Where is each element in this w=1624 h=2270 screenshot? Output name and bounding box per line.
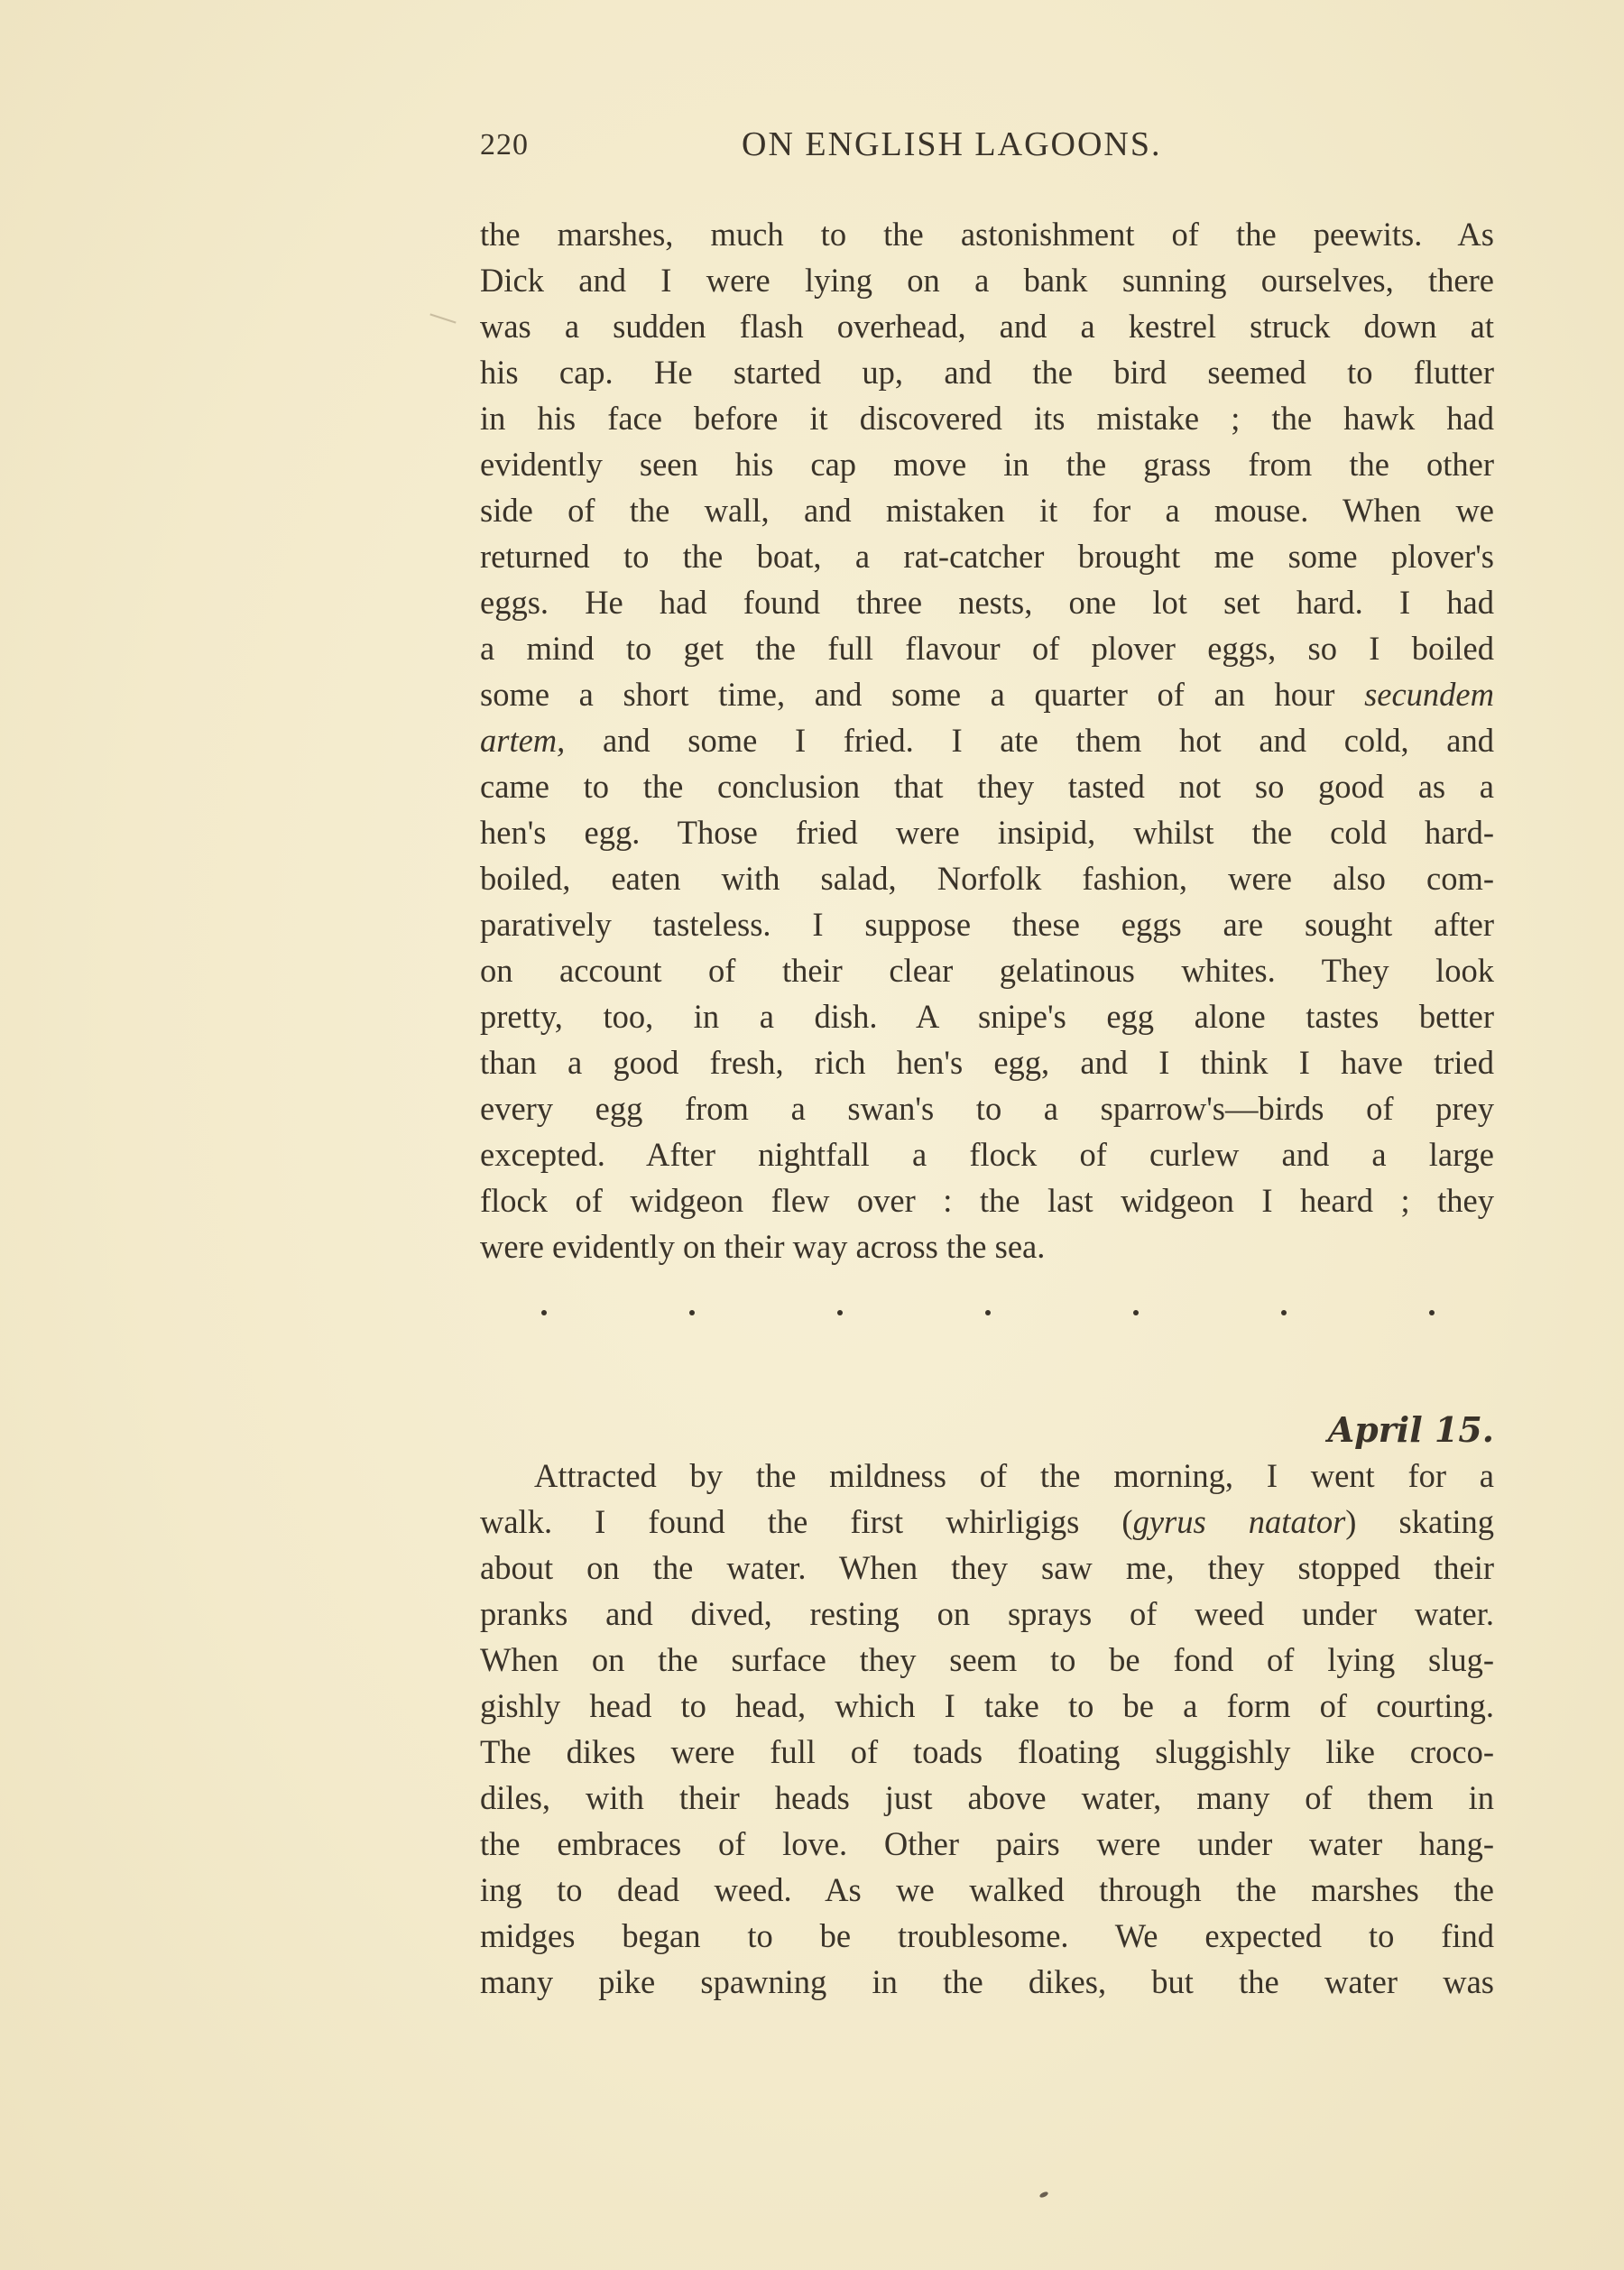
text-line: a mind to get the full flavour of plover eggs, so I boiled bbox=[480, 630, 1494, 667]
text-line: on account of their clear gelatinous whites. They look bbox=[480, 952, 1494, 989]
italic-word: secundem bbox=[1364, 676, 1494, 713]
ellipsis-dot bbox=[985, 1310, 991, 1315]
text-line: came to the conclusion that they tasted not so good as a bbox=[480, 768, 1494, 805]
text-line: were evidently on their way across the sea. bbox=[480, 1228, 1046, 1265]
text-line: his cap. He started up, and the bird seemed to flutter bbox=[480, 354, 1494, 391]
text-line: eggs. He had found three nests, one lot set hard. I had bbox=[480, 584, 1494, 621]
text-line: in his face before it discovered its mistake ; the hawk had bbox=[480, 400, 1494, 437]
text-line: midges began to be troublesome. We expected to find bbox=[480, 1917, 1494, 1954]
text-line: boiled, eaten with salad, Norfolk fashion, were also com- bbox=[480, 860, 1494, 897]
text-segment: walk. I found the first whirligigs ( bbox=[480, 1503, 1133, 1540]
ellipsis-dot bbox=[1429, 1310, 1435, 1315]
text-line: Attracted by the mildness of the morning, I went for a bbox=[534, 1457, 1494, 1494]
italic-species-name: gyrus natator bbox=[1132, 1503, 1346, 1540]
text-segment: and some I fried. I ate them hot and cold, and bbox=[602, 722, 1494, 759]
text-line: many pike spawning in the dikes, but the water was bbox=[480, 1963, 1494, 2000]
paragraph-1 bbox=[480, 211, 1494, 1269]
page-header bbox=[480, 125, 1494, 182]
text-line: ing to dead weed. As we walked through the marshes the bbox=[480, 1871, 1494, 1908]
ellipsis-dot bbox=[541, 1310, 547, 1315]
text-line: side of the wall, and mistaken it for a mouse. When we bbox=[480, 492, 1494, 529]
text-line: pretty, too, in a dish. A snipe's egg alone tastes better bbox=[480, 998, 1494, 1035]
text-line bbox=[480, 717, 1494, 763]
ink-speck bbox=[1038, 2191, 1048, 2199]
ellipsis-dot bbox=[1133, 1310, 1139, 1315]
paragraph-2 bbox=[480, 1453, 1494, 2005]
ellipsis-dot bbox=[689, 1310, 695, 1315]
text-line: the marshes, much to the astonishment of the peewits. As bbox=[480, 216, 1494, 253]
text-line: excepted. After nightfall a flock of curlew and a large bbox=[480, 1136, 1494, 1173]
text-line: than a good fresh, rich hen's egg, and I think I have tried bbox=[480, 1044, 1494, 1081]
running-head: ON ENGLISH LAGOONS. bbox=[742, 125, 1162, 163]
date-heading: April 15. bbox=[1327, 1409, 1494, 1450]
text-line: was a sudden flash overhead, and a kestrel struck down at bbox=[480, 308, 1494, 345]
section-break-dots bbox=[541, 1299, 1435, 1326]
text-line: hen's egg. Those fried were insipid, whilst the cold hard- bbox=[480, 814, 1494, 851]
text-line: gishly head to head, which I take to be a form of courting. bbox=[480, 1687, 1494, 1724]
text-segment: some a short time, and some a quarter of an hour bbox=[480, 676, 1335, 713]
text-line: paratively tasteless. I suppose these eggs are sought after bbox=[480, 906, 1494, 943]
text-segment: ) skating bbox=[1345, 1503, 1494, 1540]
page-number: 220 bbox=[480, 128, 529, 161]
ellipsis-dot bbox=[837, 1310, 843, 1315]
text-line: When on the surface they seem to be fond of lying slug- bbox=[480, 1641, 1494, 1678]
ellipsis-dot bbox=[1281, 1310, 1287, 1315]
text-line: pranks and dived, resting on sprays of weed under water. bbox=[480, 1595, 1494, 1632]
text-line bbox=[480, 671, 1494, 717]
text-line bbox=[480, 1499, 1494, 1545]
text-line: the embraces of love. Other pairs were under water hang- bbox=[480, 1825, 1494, 1862]
italic-word: artem, bbox=[480, 722, 566, 759]
text-line: diles, with their heads just above water, many of them in bbox=[480, 1779, 1494, 1816]
margin-mark bbox=[429, 313, 456, 323]
text-line: The dikes were full of toads floating sluggishly like croco- bbox=[480, 1733, 1494, 1770]
text-line: returned to the boat, a rat-catcher brought me some plover's bbox=[480, 538, 1494, 575]
text-line: evidently seen his cap move in the grass from the other bbox=[480, 446, 1494, 483]
text-line: flock of widgeon flew over : the last widgeon I heard ; they bbox=[480, 1182, 1494, 1219]
text-line: about on the water. When they saw me, they stopped their bbox=[480, 1549, 1494, 1586]
text-line: every egg from a swan's to a sparrow's—birds of prey bbox=[480, 1090, 1494, 1127]
text-line: Dick and I were lying on a bank sunning ourselves, there bbox=[480, 262, 1494, 299]
